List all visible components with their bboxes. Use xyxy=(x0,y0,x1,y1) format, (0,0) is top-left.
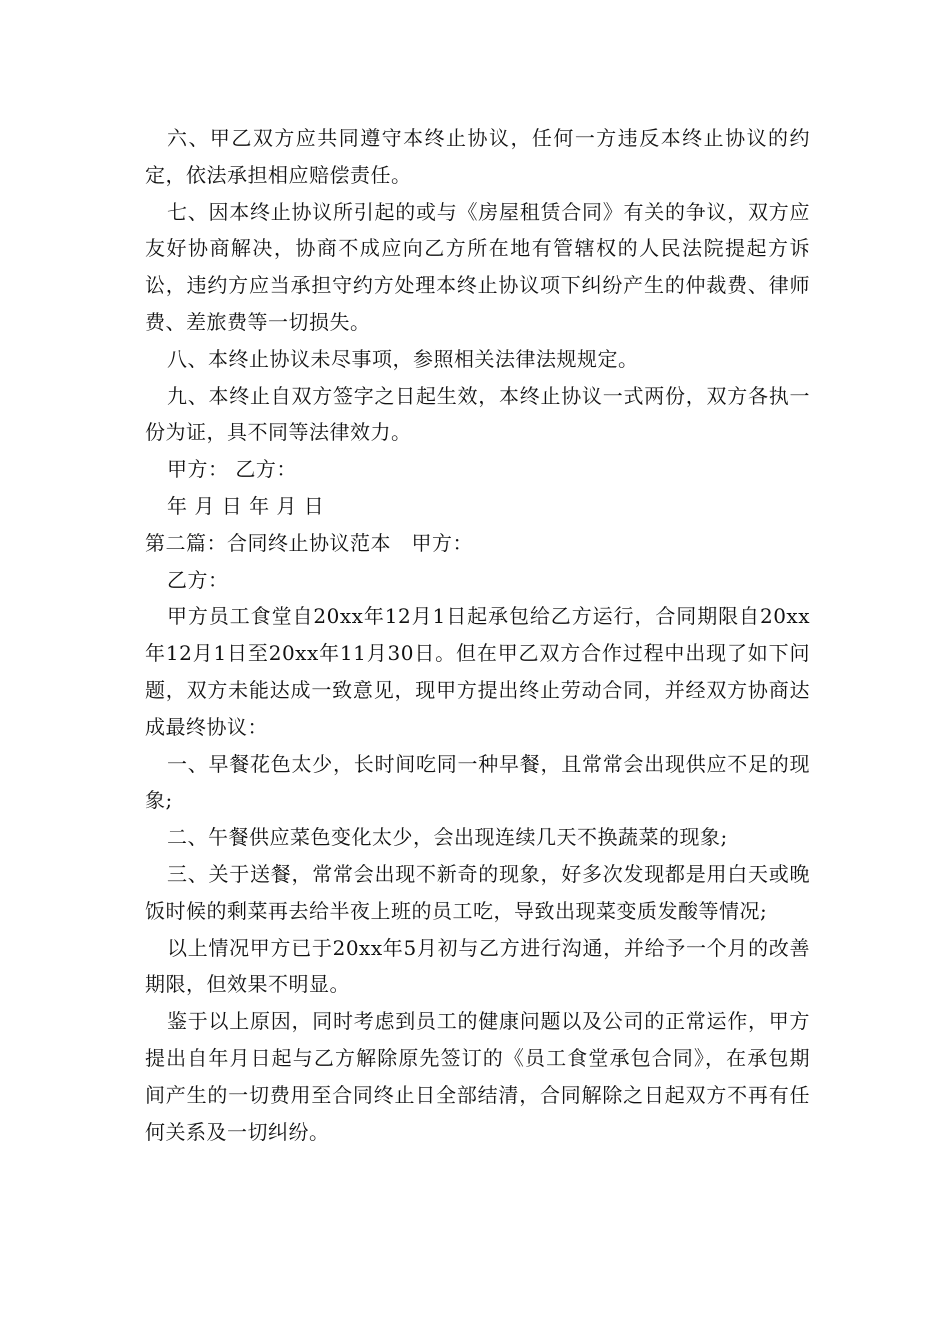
paragraph-communication: 以上情况甲方已于20xx年5月初与乙方进行沟通，并给予一个月的改善期限，但效果不明显。 xyxy=(145,935,810,997)
paragraph-issue-1: 一、早餐花色太少，长时间吃同一种早餐，且常常会出现供应不足的现象; xyxy=(145,751,810,813)
section-heading: 第二篇：合同终止协议范本 甲方： xyxy=(145,530,473,555)
party-b-label: 乙方： xyxy=(167,567,229,592)
paragraph-background: 甲方员工食堂自20xx年12月1日起承包给乙方运行，合同期限自20xx年12月1日至20xx年11月30日。但在甲乙双方合作过程中出现了如下问题，双方未能达成一致意见，现甲方提出终止劳动合同，并经双方协商达成最终协议： xyxy=(145,604,810,739)
document-page xyxy=(145,120,810,1150)
paragraph-clause-6: 六、甲乙双方应共同遵守本终止协议，任何一方违反本终止协议的约定，依法承担相应赔偿责任。 xyxy=(145,126,810,187)
signature-parties: 甲方： 乙方： xyxy=(167,457,297,482)
paragraph-issue-2: 二、午餐供应菜色变化太少，会出现连续几天不换蔬菜的现象; xyxy=(167,825,728,850)
signature-dates: 年 月 日 年 月 日 xyxy=(167,493,325,518)
paragraph-termination: 鉴于以上原因，同时考虑到员工的健康问题以及公司的正常运作，甲方提出自年月日起与乙方解除原先签订的《员工食堂承包合同》，在承包期间产生的一切费用至合同终止日全部结清，合同解除之日起双方不再有任何关系及一切纠纷。 xyxy=(145,1009,810,1144)
paragraph-clause-8: 八、本终止协议未尽事项，参照相关法律法规规定。 xyxy=(167,346,639,371)
paragraph-issue-3: 三、关于送餐，常常会出现不新奇的现象，好多次发现都是用白天或晚饭时候的剩菜再去给半夜上班的员工吃，导致出现菜变质发酸等情况; xyxy=(145,861,810,923)
paragraph-clause-7: 七、因本终止协议所引起的或与《房屋租赁合同》有关的争议，双方应友好协商解决，协商不成应向乙方所在地有管辖权的人民法院提起方诉讼，违约方应当承担守约方处理本终止协议项下纠纷产生的仲裁费、律师费、差旅费等一切损失。 xyxy=(145,199,810,334)
paragraph-clause-9: 九、本终止自双方签字之日起生效，本终止协议一式两份，双方各执一份为证，具不同等法律效力。 xyxy=(145,383,810,445)
